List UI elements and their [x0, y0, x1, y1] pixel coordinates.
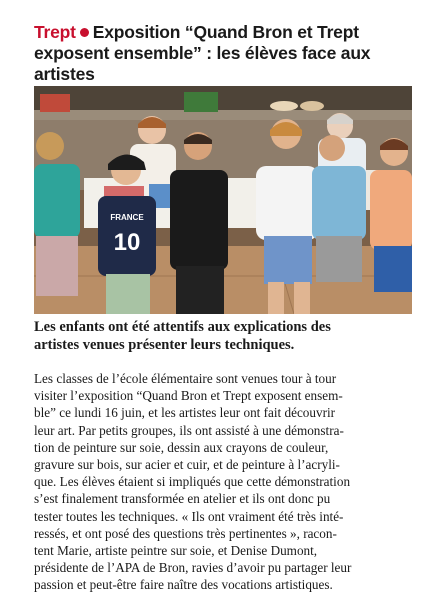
- caption-line1: Les enfants ont été attentifs aux explications des: [34, 319, 331, 335]
- jersey-number: 10: [113, 229, 141, 256]
- body-line: leur art. Par petits groupes, ils ont assisté à une démonstra-: [34, 422, 344, 438]
- body-line: tion de peinture sur soie, dessin aux crayons de couleur,: [34, 439, 329, 455]
- body-line: visiter l’exposition “Quand Bron et Trept exposent ensem-: [34, 388, 343, 404]
- bullet-dot-icon: [80, 28, 89, 37]
- jersey-text: FRANCE: [110, 213, 144, 222]
- headline: [34, 22, 414, 85]
- photo-illustration: [34, 86, 412, 314]
- body-line: ble” ce lundi 16 juin, et les artistes leur ont fait découvrir: [34, 405, 336, 421]
- body-line: Les classes de l’école élémentaire sont venues tour à tour: [34, 371, 337, 386]
- body-line: passion et peut-être faire naître des vocations artistiques.: [34, 577, 333, 593]
- body-line: gravure sur bois, sur acier et cuir, et de peinture à l’acryli-: [34, 457, 340, 473]
- body-line: ressés, et ont posé des questions très pertinentes », racon-: [34, 525, 337, 541]
- body-line: présidente de l’APA de Bron, ravies d’avoir pu partager leur: [34, 560, 352, 576]
- body-line: s’est finalement transformée en atelier et ils ont donc pu: [34, 491, 331, 507]
- body-line: tester toutes les techniques. « Ils ont vraiment été très inté-: [34, 508, 344, 524]
- body-line: tent Marie, artiste peintre sur soie, et Denise Dumont,: [34, 543, 318, 559]
- article-body: [34, 370, 418, 594]
- caption-line2: artistes venues présenter leurs techniques.: [34, 337, 295, 353]
- headline-title-line1: Exposition “Quand Bron et Trept: [92, 22, 359, 42]
- article-photo: [34, 86, 412, 314]
- headline-title-line2: exposent ensemble” : les élèves face aux artistes: [34, 43, 371, 84]
- photo-caption: [34, 318, 414, 354]
- kicker-location: Trept: [34, 22, 76, 42]
- body-line: que. Les élèves étaient si impliqués que cette démonstration: [34, 474, 351, 490]
